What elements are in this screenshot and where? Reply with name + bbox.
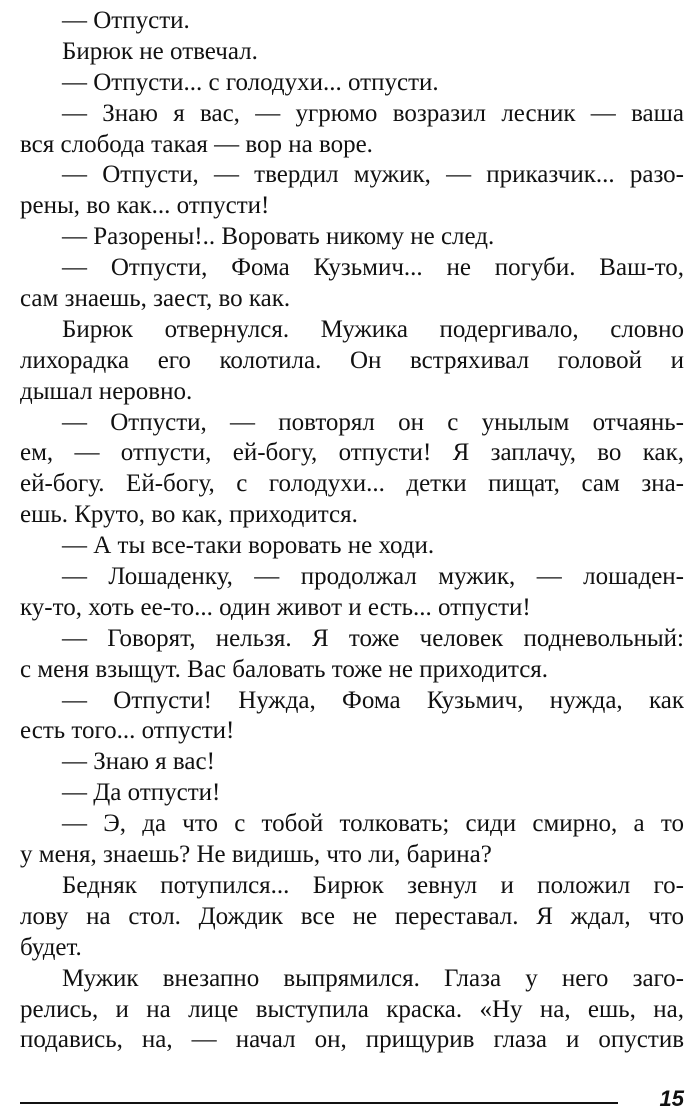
text-line: Бирюк отвернулся. Мужика подергивало, словно — [62, 315, 684, 343]
text-line: ей-богу. Ей-богу, с голодухи... детки пищат, сам зна- — [20, 470, 684, 498]
text-line: лову на стол. Дождик все не переставал. Я ждал, что — [20, 902, 684, 930]
page-footer — [20, 1080, 684, 1114]
text-line: ку-то, хоть ее-то... один живот и есть... отпусти! — [20, 593, 531, 621]
text-line: у меня, знаешь? Не видишь, что ли, барина? — [20, 841, 492, 869]
text-line: дышал неровно. — [20, 377, 193, 405]
text-line: ем, — отпусти, ей-богу, отпусти! Я заплачу, во как, — [20, 439, 684, 467]
text-line: будет. — [20, 933, 82, 961]
text-line: — Разорены!.. Воровать никому не след. — [62, 223, 495, 251]
text-line: — Отпусти, — твердил мужик, — приказчик... разо- — [62, 161, 684, 189]
text-line: — Отпусти, Фома Кузьмич... не погуби. Ваш-то, — [62, 254, 684, 282]
text-line: — А ты все-таки воровать не ходи. — [62, 532, 435, 560]
text-line: с меня взыщут. Вас баловать тоже не приходится. — [20, 655, 549, 683]
text-line: — Знаю я вас! — [62, 748, 215, 776]
text-line: — Отпусти... с голодухи... отпусти. — [62, 68, 439, 96]
text-line: — Да отпусти! — [62, 779, 221, 807]
text-line: Бирюк не отвечал. — [62, 37, 258, 65]
page-number: 15 — [659, 1086, 684, 1111]
text-line: сам знаешь, заест, во как. — [20, 285, 291, 313]
body-text — [20, 6, 684, 1056]
text-line: рены, во как... отпусти! — [20, 192, 270, 220]
text-line: — Отпусти! Нужда, Фома Кузьмич, нужда, как — [62, 686, 684, 714]
text-line: лихорадка его колотила. Он встряхивал головой и — [20, 346, 684, 374]
text-line: — Отпусти. — [62, 7, 190, 34]
text-line: релись, и на лице выступила краска. «Ну на, ешь, на, — [20, 995, 684, 1023]
text-line: — Лошаденку, — продолжал мужик, — лошаден- — [62, 563, 684, 591]
text-line: Бедняк потупился... Бирюк зевнул и положил го- — [62, 871, 684, 899]
text-line: есть того... отпусти! — [20, 717, 235, 745]
text-line: — Отпусти, — повторял он с унылым отчаянь- — [62, 408, 684, 436]
text-line: — Говорят, нельзя. Я тоже человек подневольный: — [62, 624, 684, 652]
text-line: ешь. Круто, во как, приходится. — [20, 501, 358, 529]
text-line: — Знаю я вас, — угрюмо возразил лесник — ваша — [62, 99, 684, 127]
text-line: — Э, да что с тобой толковать; сиди смирно, а то — [62, 810, 684, 838]
text-line: подавись, на, — начал он, прищурив глаза и опустив — [20, 1026, 684, 1054]
footer-rule — [20, 1102, 618, 1104]
text-line: Мужик внезапно выпрямился. Глаза у него заго- — [62, 964, 684, 992]
text-line: вся слобода такая — вор на воре. — [20, 130, 373, 158]
